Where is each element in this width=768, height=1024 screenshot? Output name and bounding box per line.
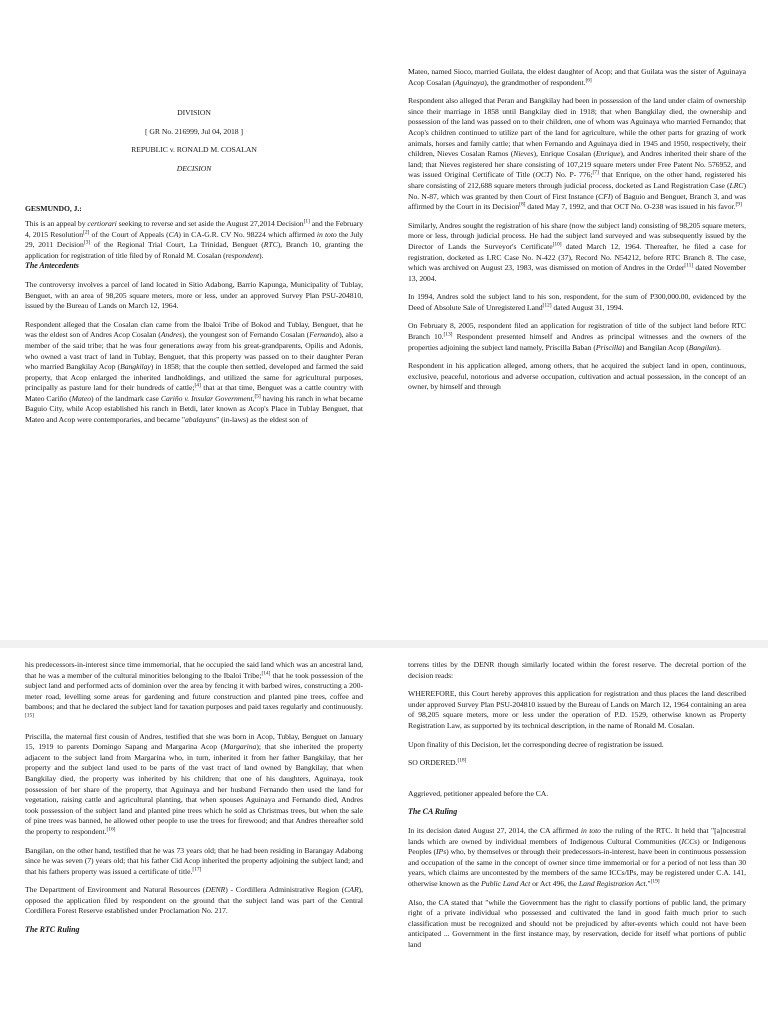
text-run: ), the grandmother of respondent.: [484, 77, 586, 87]
text-run: Respondent alleged that the Cosalan clan came from the Ibaloi Tribe of Bokod and Tublay, Benguet, that he was the eldest son of Andres Acop Cosalan (: [25, 319, 363, 340]
italic-text: OCT: [535, 170, 551, 180]
text-run: The Department of Environment and Natural Resources (: [25, 885, 206, 895]
footnote-reference[interactable]: [1]: [303, 218, 310, 225]
italic-text: CFI: [598, 191, 611, 201]
italic-text: certiorari: [87, 218, 117, 228]
text-run: ) No. P- 776;: [550, 170, 593, 180]
case-parties: REPUBLIC v. RONALD M. COSALAN: [131, 145, 257, 155]
text-run: ,: [252, 393, 255, 403]
text-run: Bangilan, on the other hand, testified that he was 73 years old; that he had been residing in Barangay Adabong since he was seven (7) years old; that his father Cid Acop inherited the property adjoining the subject land; and that his fathers property was issued a certificate of title.: [25, 845, 363, 876]
text-run: that at that time, Benguet was a cattle country with Mateo Cariño (: [25, 383, 363, 403]
text-run: WHEREFORE, this Court hereby approves this application for registration and thus places the land described under approved Survey Plan PSU-204810 issued by the Bureau of Lands on March 12, 1964 containing an area of 98,205 square meters, more or less under the operation of P.D. 1529, otherwise known as Property Registration Law, as supported by its technical description, in the name of Ronald M. Cosalan.: [408, 689, 746, 730]
section-heading-antecedents: The Antecedents: [25, 261, 79, 271]
paragraph: [408, 789, 746, 800]
footnote-reference[interactable]: [13]: [443, 331, 453, 338]
paragraph: [408, 321, 746, 353]
text-run: and the February 4, 2015 Resolution: [25, 218, 363, 239]
italic-text: Andres: [160, 330, 182, 340]
italic-text: CA: [168, 229, 179, 239]
footnote-reference[interactable]: [15]: [25, 712, 34, 719]
footnote-reference[interactable]: [12]: [542, 302, 552, 309]
case-number: [ GR No. 216999, Jul 04, 2018 ]: [145, 126, 243, 136]
page-2-left-column: [25, 660, 363, 944]
text-run: ), Enrique Cosalan (: [533, 149, 596, 159]
text-run: seeking to reverse and set aside the August 27,2014 Decision: [116, 218, 304, 228]
paragraph: [408, 67, 746, 88]
text-run: Upon finality of this Decision, let the corresponding decree of registration be issued.: [408, 739, 664, 749]
text-run: dated May 7, 1992, and that OCT No. O-238 was issued in his favor.: [525, 202, 736, 212]
text-run: On February 8, 2005, respondent filed an application for registration of title of the subject land before RTC Branch 10.: [408, 321, 746, 342]
footnote-reference[interactable]: [6]: [585, 77, 592, 84]
paragraph: [25, 660, 363, 724]
text-run: Priscilla, the maternal first cousin of Andres, testified that she was born in Acop, Tublay, Benguet on January 15, 1919 to parents Domingo Sapang and Margarina Acop (: [25, 731, 363, 752]
text-run: .": [645, 878, 651, 888]
text-run: dated March 12, 1964. Thereafter, he filed a case for registration, docketed as LRC Case No. N-422 (37), Record No. N54212, before RTC Branch 8. The case, which was archived on August 23, 1983, was dismissed on motion of Andres in the Order: [408, 241, 746, 273]
italic-text: respondent: [225, 250, 260, 260]
footnote-reference[interactable]: [7]: [592, 169, 599, 176]
text-run: Respondent in his application alleged, among others, that he acquired the subject land in open, continuous, exclusive, peaceful, notorious and adverse occupation, cultivation and actual possession, in the concept of an owner, by himself and through: [408, 361, 746, 392]
text-run: ) who, by themselves or through their predecessors-in-interest, have been in continuous possession and occupation of the same in the concept of owner since time immemorial or for a period of not less than 30 years, which claims are uncontested by the members of the same ICCs/IPs, may be registered under C.A. 141, otherwise known as the: [408, 847, 746, 888]
italic-text: Nieves: [513, 149, 534, 159]
italic-text: RTC: [263, 240, 278, 250]
text-run: Respondent also alleged that Peran and Bangkilay had been in possession of the land under claim of ownership since their marriage in 1858 until Bangkilay died in 1918; that when Bangkilay died, the ownership and possession of the land was passed on to their children, one of whom was Aguinaya who married Fernando; that Acop's children continued to utilize part of the land for agriculture, while the other parts for grazing of work animals, horses and family cattle; that when Fernando and Aguinaya died in 1945 and 1950, respectively, their children, Nieves Cosalan Ramos (: [408, 96, 746, 159]
footnote-reference[interactable]: [9]: [735, 201, 742, 208]
italic-text: abalayans: [184, 415, 217, 425]
text-run: ).: [716, 342, 721, 352]
paragraph: [25, 320, 363, 426]
italic-text: Aguinaya: [455, 77, 485, 87]
text-run: SO ORDERED.: [408, 758, 458, 768]
paragraph: [408, 361, 746, 393]
text-run: his predecessors-in-interest since time immemorial, that he occupied the said land which was an ancestral land, that he was a member of the cultural minorities belonging to the Ibaloi Tribe;: [25, 660, 363, 680]
text-run: Similarly, Andres sought the registration of his share (now the subject land) consisting of 98,205 square meters, more or less, through judicial process. He had the subject land surveyed and was subsequently issued by the Director of Lands the Surveyor's Certificate: [408, 220, 746, 251]
footnote-reference[interactable]: [14]: [261, 670, 271, 677]
italic-text: Cariño v. Insular Government: [160, 393, 253, 403]
italic-text: Margarina: [223, 742, 257, 752]
text-run: ), Branch 10, granting the application for registration of title filed by of Ronald M. Cosalan (: [25, 240, 363, 260]
footnote-reference[interactable]: [19]: [650, 878, 660, 885]
footnote-reference[interactable]: [18]: [457, 757, 467, 764]
paragraph: [25, 846, 363, 878]
text-run: ), opposed the application filed by respondent on the ground that the subject land was part of the Central Cordillera Forest Reserve established under Proclamation No. 217.: [25, 885, 363, 916]
italic-text: DENR: [205, 885, 226, 895]
text-run: ) in 1858; that the couple then settled, developed and farmed the said property, that Acop enlarged the inherited landholdings, and utilized the same for agricultural purposes, principally as pasture land for their hundreds of cattle;: [25, 362, 363, 393]
paragraph: [408, 826, 746, 890]
text-run: The controversy involves a parcel of land located in Sitio Adabong, Barrio Kapunga, Municipality of Tublay, Benguet, with an area of 98,205 square meters, more or less, under an approved Survey Plan PSU-204810, issued by the Bureau of Lands on March 12, 1964.: [25, 279, 363, 311]
quoted-dispositive: [408, 740, 746, 751]
text-run: In 1994, Andres sold the subject land to his son, respondent, for the sum of P300,000.00, evidenced by the Deed of Absolute Sale of Unregistered Land: [408, 292, 746, 312]
footnote-reference[interactable]: [16]: [106, 826, 116, 833]
italic-text: LRC: [729, 180, 744, 190]
italic-text: in toto: [316, 229, 337, 239]
text-run: torrens titles by the DENR though similarly located within the forest reserve. The decretal portion of the decision reads:: [408, 660, 746, 680]
paragraph: [25, 219, 363, 261]
text-run: of the Regional Trial Court, La Trinidad, Benguet (: [90, 240, 264, 250]
paragraph: [25, 732, 363, 838]
paragraph: [25, 885, 363, 917]
italic-text: Bangilan: [688, 342, 717, 352]
italic-text: Public Land Act: [481, 878, 531, 888]
footnote-reference[interactable]: [8]: [519, 201, 526, 208]
text-run: that Enrique, on the other hand, registered his share consisting of 212,688 square meters through judicial process, docketed as Land Registration Case (: [408, 170, 747, 190]
footnote-reference[interactable]: [4]: [194, 382, 201, 389]
quoted-dispositive: [408, 689, 746, 731]
text-run: Also, the CA stated that "while the Government has the right to classify portions of public land, the primary right of a private individual who possessed and cultivated the land in good faith much prior to such classification must be recognized and should not be prejudiced by after-events which could not have been anticipated ... Government in the first instance may, by reservation, decide for itself what portions of public land: [408, 897, 746, 949]
text-run: ), and Andres inherited their share of the land; that Nieves registered her share consisting of 107,219 square meters under Free Patent No. 576952, and was issued Original Certificate of Title (: [408, 149, 746, 180]
text-run: Aggrieved, petitioner appealed before the CA.: [408, 788, 549, 798]
text-run: dated August 31, 1994.: [551, 302, 624, 312]
text-run: ) No. N-87, which was granted by then Court of First Instance (: [408, 180, 746, 201]
text-run: ) - Cordillera Administrative Region (: [225, 885, 345, 895]
page-divider: [0, 640, 768, 648]
text-run: the ruling of the RTC. It held that "[a]ncestral lands which are owned by individual members of Indigenous Cultural Communities (: [408, 825, 746, 846]
footnote-reference[interactable]: [3]: [83, 239, 91, 246]
text-run: In its decision dated August 27, 2014, the CA affirmed: [408, 825, 581, 835]
italic-text: Fernando: [309, 330, 340, 340]
text-run: Mateo, named Sioco, married Guilata, the eldest daughter of Acop; and that Guilata was the sister of Aguinaya Acop Cosalan (: [408, 67, 746, 87]
paragraph: [408, 292, 746, 313]
text-run: ) and Bangilan Acop (: [621, 342, 689, 352]
italic-text: in toto: [580, 825, 601, 835]
text-run: ) in CA-G.R. CV No. 98224 which affirmed: [178, 229, 317, 239]
text-run: dated November 13, 2004.: [408, 263, 746, 283]
footnote-reference[interactable]: [17]: [192, 866, 202, 873]
italic-text: IPs: [436, 847, 447, 857]
text-run: the July 29, 2011 Decision: [25, 229, 363, 250]
text-run: ) or Indigenous Peoples (: [408, 836, 746, 857]
text-run: ); that she inherited the property adjacent to the subject land from Margarina who, in turn, inherited it from her father Bangkilay, that her property and the subject land used to be parts of the vast tract of land owned by Bangkilay, that when Bangkilay died, the property was inherited by his children; that one of his daughters, Aguinaya, took possession of her share of the property, that Aguinaya and her husband Fernando then used the land for vegetation, raising cattle and agricultural planting, that when spouses Aguinaya and Fernando died, Andres took possession of the subject land and planted pine trees which he sold as Christmas trees, but when the sale of pine trees was banned, he allowed other people to use the trees for firewood; and that Andres thereafter sold the property to respondent.: [25, 742, 363, 836]
text-run: of the Court of Appeals (: [89, 229, 169, 239]
ponente: GESMUNDO, J.:: [25, 204, 82, 214]
text-run: ), the youngest son of Fernando Cosalan (: [181, 330, 310, 340]
italic-text: Bangkilay: [120, 362, 151, 372]
footnote-reference[interactable]: [2]: [83, 229, 90, 235]
text-run: ) of the landmark case: [91, 393, 161, 403]
text-run: ) of Baguio and Benguet, Branch 3, and was affirmed by the Court in its Decision: [408, 191, 747, 212]
page-1-right-column: [408, 67, 746, 401]
decision-heading: DECISION: [176, 163, 212, 173]
italic-text: ICCs: [681, 836, 698, 846]
paragraph: [408, 96, 746, 213]
paragraph: [408, 660, 746, 681]
page-1-left-column: [25, 108, 363, 434]
paragraph: [408, 221, 746, 285]
text-run: ).: [259, 250, 264, 260]
text-run: or Act 496, the: [530, 878, 579, 888]
italic-text: Mateo: [71, 393, 91, 403]
page-2-right-column: [408, 660, 746, 958]
paragraph: [25, 280, 363, 312]
footnote-reference[interactable]: [11]: [684, 262, 694, 269]
italic-text: Enrique: [595, 149, 621, 159]
footnote-reference[interactable]: [5]: [254, 393, 261, 400]
quoted-so-ordered: [408, 758, 746, 769]
section-heading-rtc-ruling: The RTC Ruling: [25, 925, 80, 935]
division-heading: DIVISION: [177, 108, 211, 117]
text-run: This is an appeal by: [25, 218, 88, 228]
italic-text: CAR: [344, 885, 359, 895]
section-heading-ca-ruling: The CA Ruling: [408, 807, 458, 817]
text-run: that he took possession of the subject land and performed acts of dominion over the area by fencing it with barbed wires, constructing a 200-meter road, levelling some areas for gardening and future construction and planted pine trees, coffee and bamboos; and that he declared the subject land for taxation purposes and paid taxes regularly and continuously.: [25, 670, 363, 712]
text-run: ), also a member of the said tribe; that he was four generations away from his great-grandparents, Opilis and Adonis, who owned a vast tract of land in Tublay, Benguet, that this property was passed on to their daughter Peran who married Bangkilay Acop (: [25, 330, 364, 372]
text-run: having his ranch in what became Baguio City, while Acop established his ranch in Betdi, later known as Acop's Place in Tublay Benguet, that Mateo and Acop were contemporaries, and became ": [25, 393, 364, 425]
text-run: " (in-laws) as the eldest son of: [216, 415, 308, 425]
italic-text: Priscilla: [595, 342, 622, 352]
text-run: Respondent presented himself and Andres as principal witnesses and the owners of the properties adjoining the subject land namely, Priscilla Baban (: [408, 332, 747, 352]
page-2: [0, 648, 768, 1024]
footnote-reference[interactable]: [10]: [552, 241, 562, 248]
italic-text: Land Registration Act: [578, 878, 646, 888]
paragraph: [408, 898, 746, 951]
